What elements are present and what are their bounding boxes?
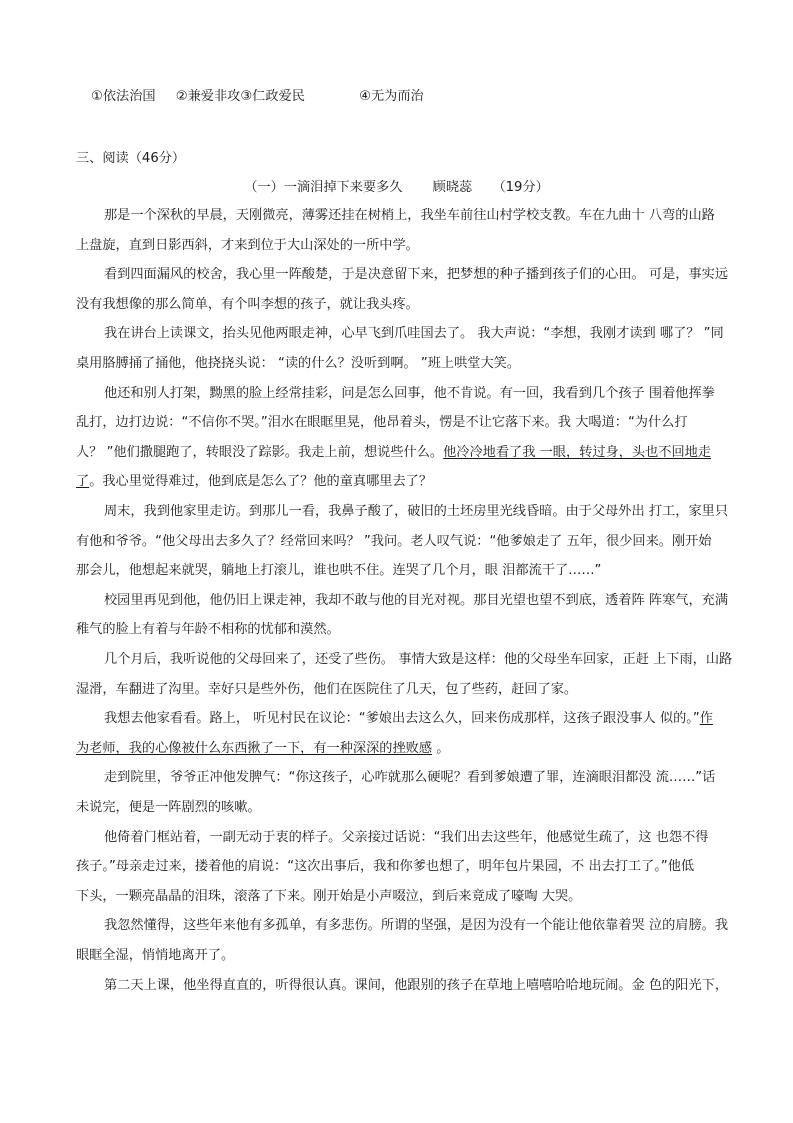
passage-text: 第二天上课，他坐得直直的，听得很认真。课间，他跟别的孩子在草地上嘻嘻哈哈地玩闹。金 色的阳光下，	[104, 978, 729, 993]
passage-text: 上盘旋，直到日影西斜，才来到位于大山深处的一所中学。	[76, 238, 419, 253]
passage-text: 那是一个深秋的早晨，天刚微亮，薄雾还挂在树梢上，我坐车前往山村学校支教。车在九曲十 八弯的山路	[104, 208, 715, 223]
passage-text: 我想去他家看看。路上， 听见村民在议论：“爹娘出去这么久，回来伤成那样，这孩子跟没事人 似的。”	[104, 711, 700, 726]
passage-text: 稚气的脸上有着与年龄不相称的忧郁和漠然。	[76, 622, 340, 637]
passage-line	[76, 415, 736, 431]
passage-text: 乱打，边打边说：“不信你不哭。”泪水在眼眶里晃，他昂着头，愣是不让它落下来。我 大喝道：“为什么打	[76, 415, 688, 430]
passage-text: 人？ ”他们撒腿跑了，转眼没了踪影。我走上前，想说些什么。	[76, 445, 444, 460]
passage-text: 他倚着门框站着，一副无动于衷的样子。父亲接过话说：“我们出去这些年，他感觉生疏了，这 也怨不得	[104, 830, 709, 845]
passage-line	[104, 652, 736, 668]
passage-text: 校园里再见到他，他仍旧上课走神，我却不敢与他的目光对视。那目光望也望不到底，透着阵 阵寒气，充满	[104, 593, 729, 608]
passage-text: 。我心里觉得难过，他到底是怎么了？他的童真哪里去了？	[89, 474, 433, 489]
passage-title	[0, 180, 793, 196]
passage-line	[104, 770, 736, 786]
passage-text: 下头，一颗亮晶晶的泪珠，滚落了下来。刚开始是小声啜泣，到后来竟成了嚎啕 大哭。	[76, 889, 582, 904]
passage-line	[76, 356, 736, 372]
passage-text: 桌用胳膊捅了捅他，他挠挠头说： “读的什么？没听到啊。 ”班上哄堂大笑。	[76, 356, 521, 371]
underlined-sentence: 了	[76, 474, 90, 489]
answer-options	[76, 89, 736, 105]
passage-line	[76, 741, 736, 757]
passage-line	[104, 208, 736, 224]
passage-text: 有他和爷爷。“他父母出去多久了？经常回来吗？ ”我问。老人叹气说：“他爹娘走了 五年，很少回来。刚开始	[76, 534, 712, 549]
passage-line	[104, 504, 736, 520]
passage-line	[76, 889, 736, 905]
passage-text: 他还和别人打架，黝黑的脸上经常挂彩，问是怎么回事，他不肯说。有一回，我看到几个孩子 围着他挥拳	[104, 386, 715, 401]
passage-line	[104, 593, 736, 609]
option-4: ④无为而治	[359, 89, 424, 104]
passage-line	[76, 563, 736, 579]
underlined-sentence: 为老师，我的心像被什么东西揪了一下，有一种深深的挫败感	[76, 741, 433, 756]
passage-text: 眼眶全湿，悄悄地离开了。	[76, 948, 235, 963]
passage-line	[104, 386, 736, 402]
passage-text: 走到院里，爷爷正冲他发脾气：“你这孩子，心咋就那么硬呢？看到爹娘遭了罪，连滴眼泪都没 流……”话	[104, 770, 716, 785]
passage-text: 没有我想像的那么简单，有个叫李想的孩子，就让我头疼。	[76, 297, 419, 312]
passage-line	[76, 948, 736, 964]
passage-text: 那会儿，他想起来就哭，躺地上打滚儿，谁也哄不住。连哭了几个月，眼 泪都流干了……”	[76, 563, 602, 578]
passage-author: 顾晓蕊	[432, 180, 473, 195]
passage-line	[76, 622, 736, 638]
passage-text: 周末，我到他家里走访。到那儿一看，我鼻子酸了，破旧的土坯房里光线昏暗。由于父母外出 打工，家里只	[104, 504, 729, 519]
passage-text: 。	[432, 741, 450, 756]
passage-line	[76, 534, 736, 550]
passage-line	[76, 445, 736, 461]
passage-text: 我在讲台上读课文，抬头见他两眼走神，心早飞到爪哇国去了。 我大声说：“李想，我刚才读到 哪了？ ”同	[104, 326, 724, 341]
passage-text: 我忽然懂得，这些年来他有多孤单，有多悲伤。所谓的坚强，是因为没有一个能让他依靠着哭 泣的肩膀。我	[104, 918, 729, 933]
passage-line	[104, 711, 736, 727]
option-1: ①依法治国	[91, 89, 156, 104]
passage-text: 几个月后，我听说他的父母回来了，还受了些伤。 事情大致是这样：他的父母坐车回家，正赶 上下雨，山路	[104, 652, 733, 667]
passage-title-text: （一）一滴泪掉下来要多久	[244, 180, 403, 195]
passage-line	[76, 474, 736, 490]
passage-text: 湿滑，车翻进了沟里。幸好只是些外伤，他们在医院住了几天，包了些药，赶回了家。	[76, 682, 578, 697]
passage-line	[104, 978, 736, 994]
passage-line	[104, 918, 736, 934]
passage-text: 未说完，便是一阵剧烈的咳嗽。	[76, 800, 261, 815]
passage-line	[104, 830, 736, 846]
passage-text: 孩子。”母亲走过来，搂着他的肩说：“这次出事后，我和你爹也想了，明年包片果园，不 出去打工了。”他低	[76, 859, 695, 874]
section-heading: 三、阅读（46分）	[76, 151, 186, 166]
passage-line	[76, 238, 736, 254]
passage-score: （19分）	[492, 180, 549, 195]
passage-line	[76, 682, 736, 698]
passage-line	[76, 297, 736, 313]
underlined-sentence: 作	[699, 711, 713, 726]
passage-line	[76, 800, 736, 816]
underlined-sentence: 他冷冷地看了我 一眼，转过身，头也不回地走	[443, 445, 712, 460]
option-2-3: ②兼爱非攻③仁政爱民	[175, 89, 305, 104]
passage-line	[104, 326, 736, 342]
passage-line	[104, 267, 736, 283]
passage-line	[76, 859, 736, 875]
passage-text: 看到四面漏风的校舍，我心里一阵酸楚，于是决意留下来，把梦想的种子播到孩子们的心田。 可是，事实远	[104, 267, 729, 282]
